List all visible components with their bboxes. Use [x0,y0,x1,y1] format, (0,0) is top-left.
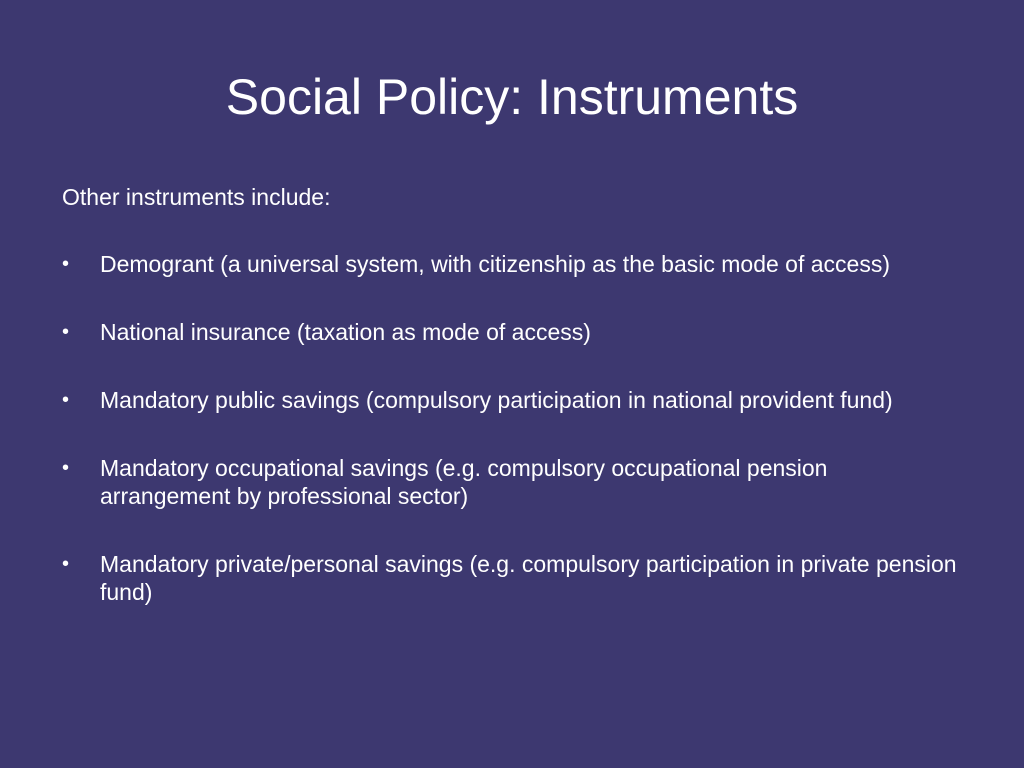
bullet-item-private-savings [62,550,962,606]
bullet-list [62,250,962,646]
intro-text: Other instruments include: [62,184,331,210]
bullet-item-public-savings [62,386,962,414]
bullet-item-demogrant [62,250,962,278]
bullet-text: National insurance (taxation as mode of access) [100,319,591,345]
bullet-item-national-insurance [62,318,962,346]
bullet-item-occupational-savings [62,454,962,510]
bullet-icon: • [62,553,70,575]
bullet-icon: • [62,457,70,479]
bullet-icon: • [62,253,70,275]
bullet-text: Mandatory occupational savings (e.g. compulsory occupational pension arrangement by professional sector) [100,455,828,509]
slide-title: Social Policy: Instruments [225,69,799,125]
bullet-icon: • [62,321,70,343]
bullet-text: Demogrant (a universal system, with citizenship as the basic mode of access) [100,251,890,277]
bullet-text: Mandatory private/personal savings (e.g. compulsory participation in private pension fund) [100,551,957,605]
bullet-icon: • [62,389,70,411]
bullet-text: Mandatory public savings (compulsory participation in national provident fund) [100,387,893,413]
